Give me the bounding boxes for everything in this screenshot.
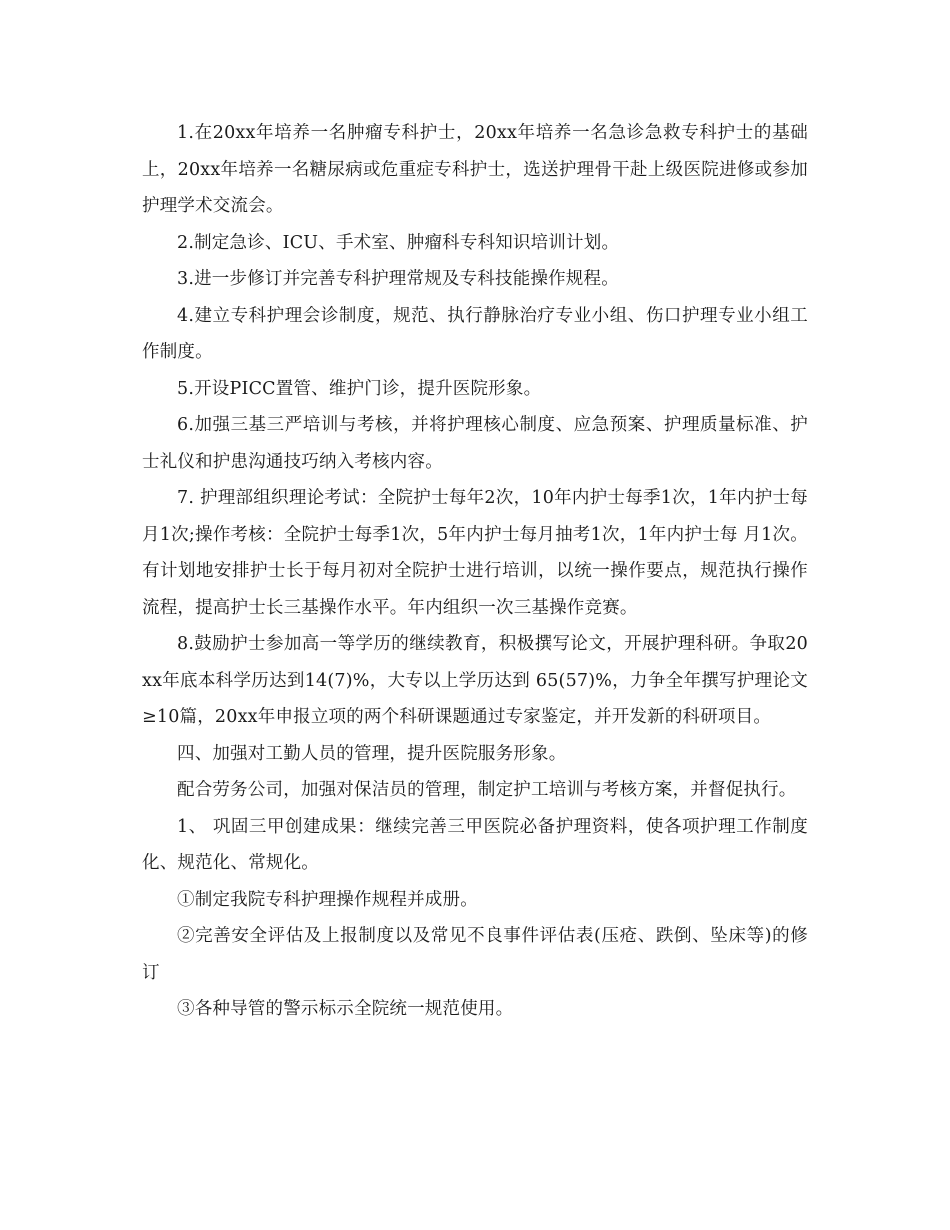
paragraph-picc-clinic: 5.开设PICC置管、维护门诊，提升医院形象。: [177, 378, 542, 399]
list-item-2: ②完善安全评估及上报制度以及常见不良事件评估表(压疮、跌倒、坠床等)的修订: [142, 926, 808, 983]
list-item-3: ③各种导管的警示标示全院统一规范使用。: [177, 999, 514, 1019]
paragraph-consolidate-results: 1、 巩固三甲创建成果：继续完善三甲医院必备护理资料，使各项护理工作制度化、规范化、常规化。: [142, 816, 808, 873]
paragraph-cleaning-staff: 配合劳务公司，加强对保洁员的管理，制定护工培训与考核方案，并督促执行。: [177, 780, 797, 800]
paragraph-continuing-education: 8.鼓励护士参加高一等学历的继续教育，积极撰写论文，开展护理科研。争取20xx年底本科学历达到14(7)%，大专以上学历达到 65(57)%，力争全年撰写护理论文≥10篇，20xx年申报立项的两个科研课题通过专家鉴定，并开发新的科研项目。: [142, 634, 808, 727]
paragraph-three-basics: 6.加强三基三严培训与考核，并将护理核心制度、应急预案、护理质量标准、护士礼仪和护患沟通技巧纳入考核内容。: [142, 415, 808, 472]
paragraph-exams: 7. 护理部组织理论考试：全院护士每年2次，10年内护士每季1次，1年内护士每月1次;操作考核：全院护士每季1次，5年内护士每月抽考1次，1年内护士每 月1次。有计划地安排护士长于每月初对全院护士进行培训，以统一操作要点，规范执行操作流程，提高护士长三基操作水平。年内组织一次三基操作竞赛。: [142, 488, 808, 618]
paragraph-specialist-training: 1.在20xx年培养一名肿瘤专科护士，20xx年培养一名急诊急救专科护士的基础上，20xx年培养一名糖尿病或危重症专科护士，选送护理骨干赴上级医院进修或参加护理学术交流会。: [142, 123, 808, 216]
paragraph-revise-routines: 3.进一步修订并完善专科护理常规及专科技能操作规程。: [177, 269, 619, 289]
section-heading-support-staff: 四、加强对工勤人员的管理，提升医院服务形象。: [177, 743, 567, 764]
list-item-1: ①制定我院专科护理操作规程并成册。: [177, 889, 478, 910]
document-body: [142, 115, 808, 1028]
paragraph-training-plan: 2.制定急诊、ICU、手术室、肿瘤科专科知识培训计划。: [177, 232, 620, 253]
paragraph-consultation-system: 4.建立专科护理会诊制度，规范、执行静脉治疗专业小组、伤口护理专业小组工作制度。: [142, 305, 808, 362]
